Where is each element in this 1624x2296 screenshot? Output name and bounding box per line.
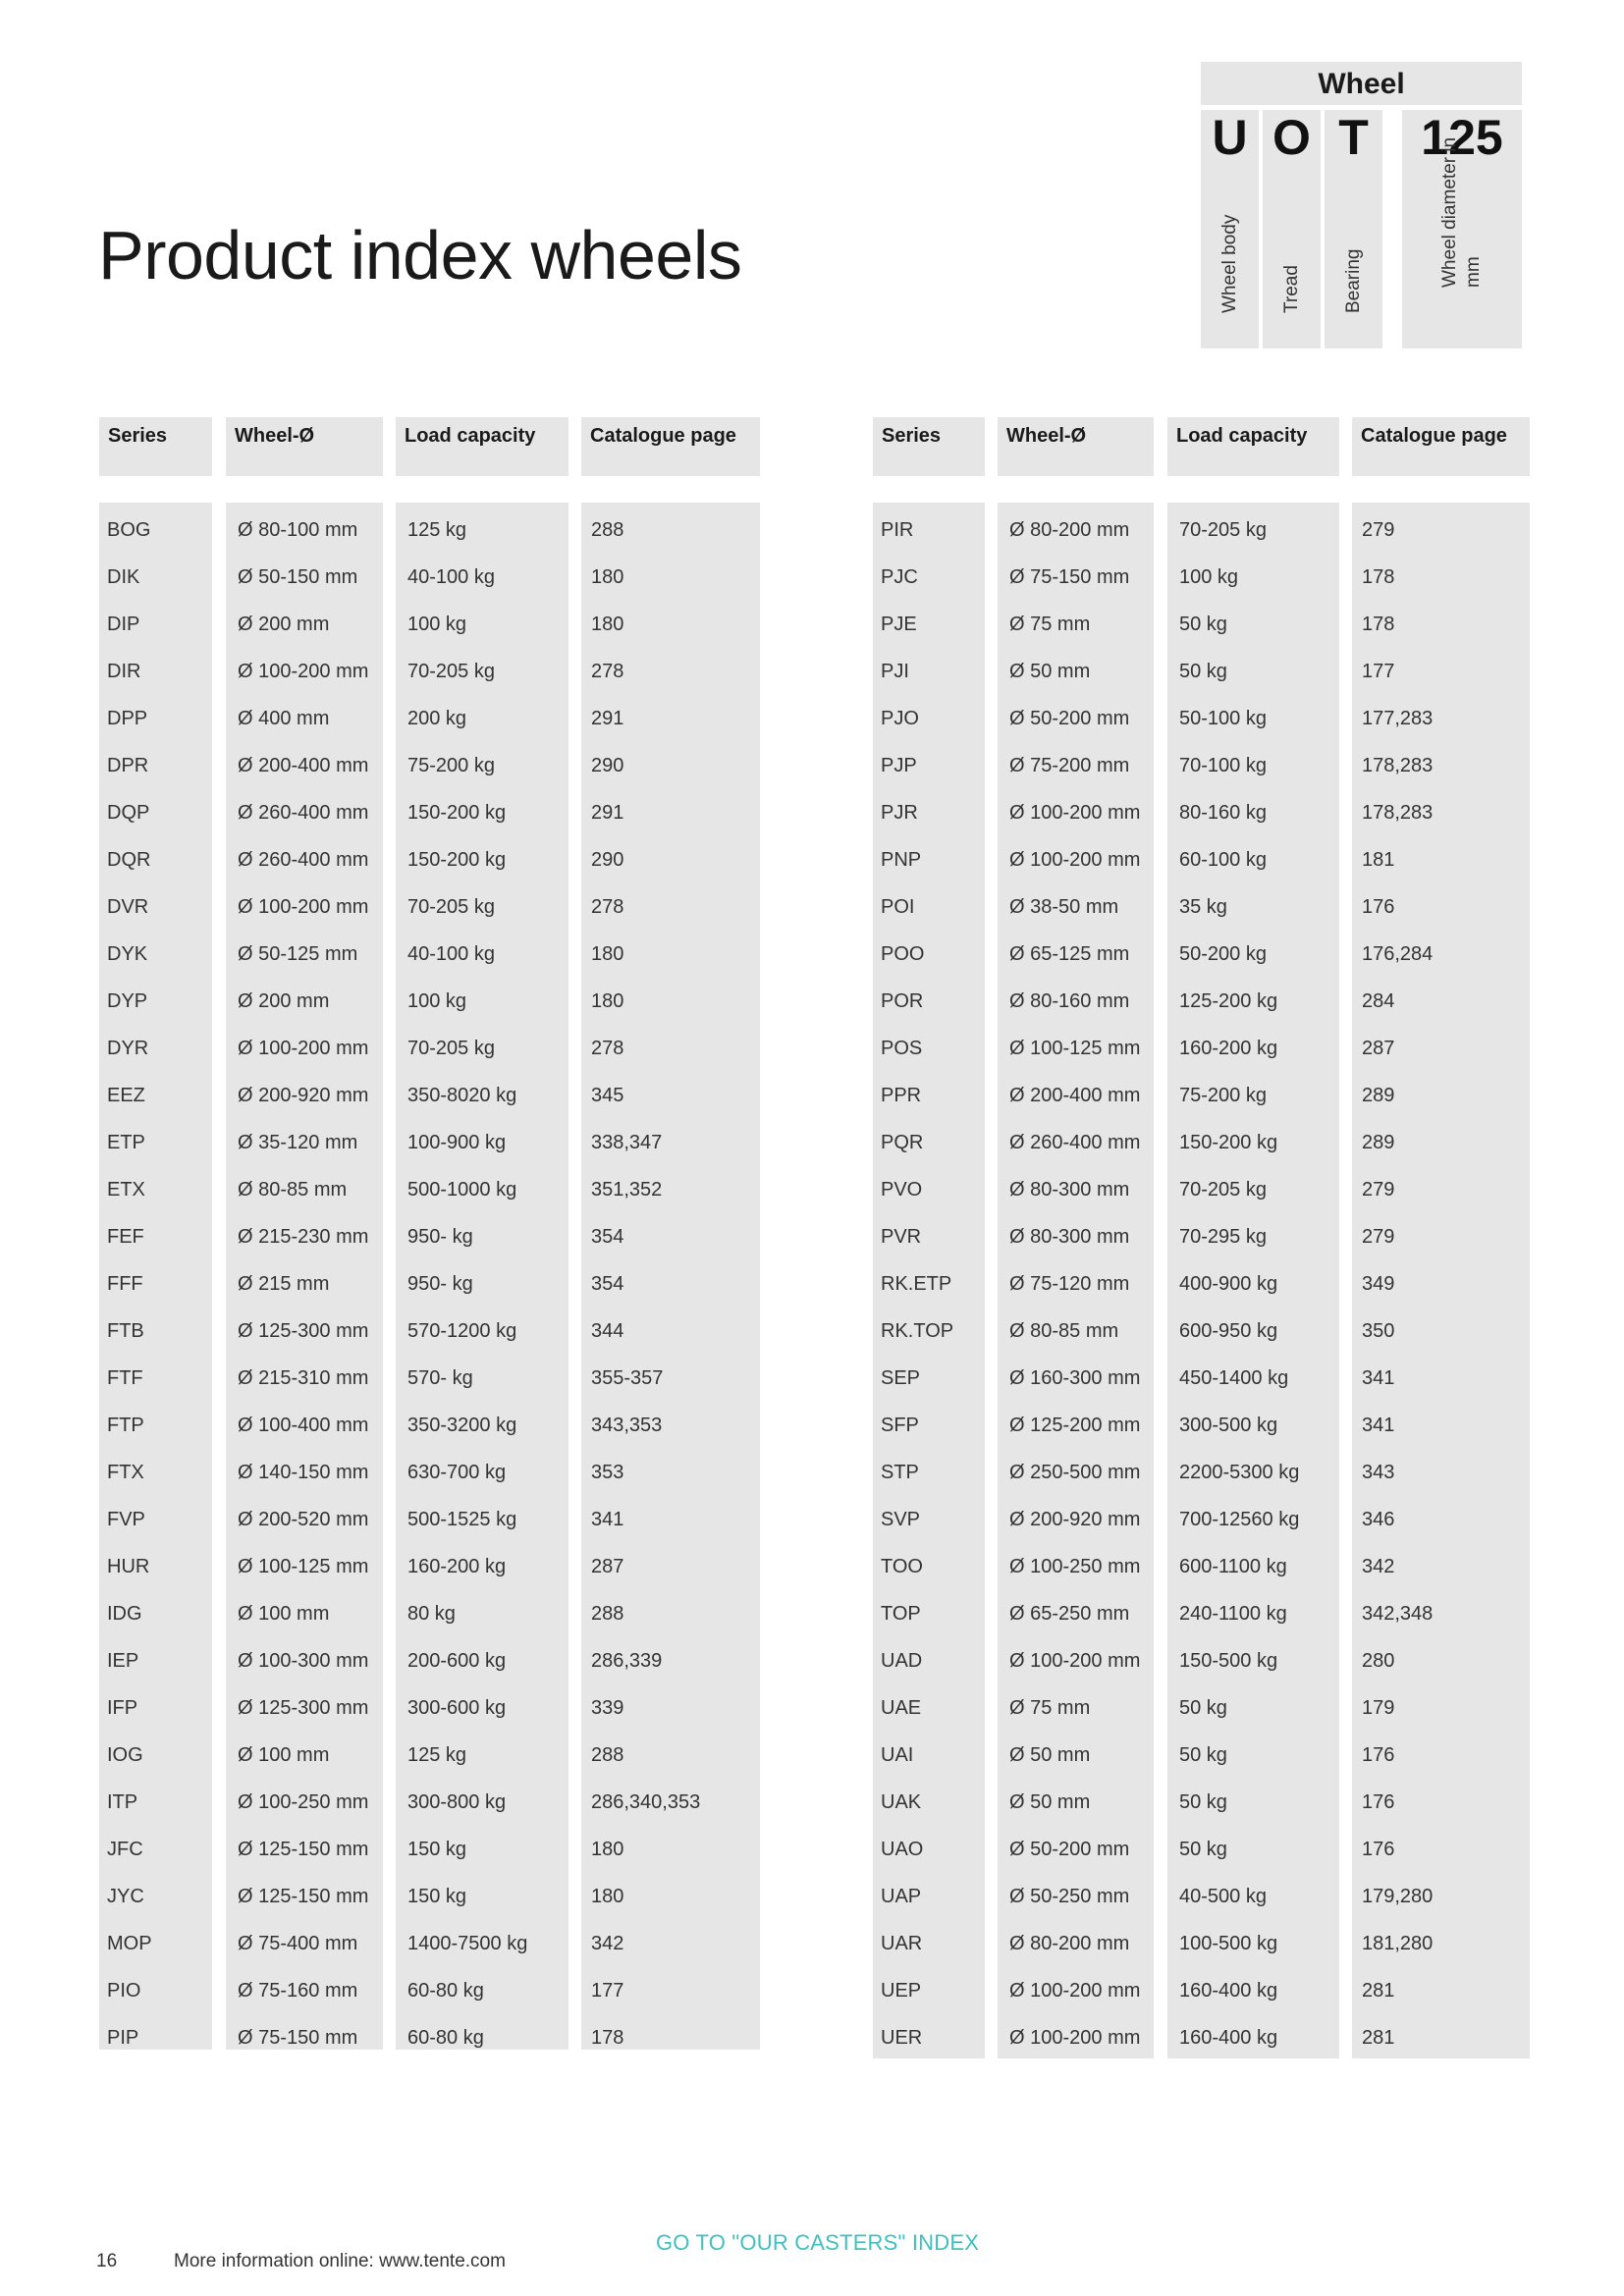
cell-wheel-diameter: Ø 100-200 mm: [238, 1038, 369, 1059]
cell-catalogue-page: 178: [1362, 614, 1395, 635]
cell-series: DIR: [107, 661, 141, 682]
cell-catalogue-page: 176: [1362, 896, 1395, 918]
cell-load-capacity: 600-950 kg: [1179, 1320, 1278, 1342]
cell-series: PQR: [881, 1132, 924, 1153]
cell-series: DIP: [107, 614, 140, 635]
cell-series: UER: [881, 2027, 923, 2049]
cell-catalogue-page: 176,284: [1362, 943, 1434, 965]
cell-catalogue-page: 341: [1362, 1367, 1395, 1389]
cell-catalogue-page: 177,283: [1362, 708, 1434, 729]
cell-series: FTP: [107, 1415, 144, 1436]
code-wheel-body: [1201, 110, 1259, 348]
cell-load-capacity: 70-205 kg: [1179, 1179, 1267, 1201]
cell-load-capacity: 500-1525 kg: [407, 1509, 517, 1530]
cell-wheel-diameter: Ø 80-200 mm: [1009, 519, 1130, 541]
cell-catalogue-page: 350: [1362, 1320, 1395, 1342]
cell-wheel-diameter: Ø 100 mm: [238, 1744, 330, 1766]
cell-load-capacity: 70-295 kg: [1179, 1226, 1267, 1248]
cell-series: FFF: [107, 1273, 143, 1295]
cell-load-capacity: 150-200 kg: [1179, 1132, 1278, 1153]
cell-wheel-diameter: Ø 50-150 mm: [238, 566, 358, 588]
cell-load-capacity: 40-100 kg: [407, 566, 495, 588]
cell-catalogue-page: 281: [1362, 2027, 1395, 2049]
cell-series: POI: [881, 896, 915, 918]
cell-wheel-diameter: Ø 50-200 mm: [1009, 708, 1130, 729]
cell-catalogue-page: 176: [1362, 1791, 1395, 1813]
cell-wheel-diameter: Ø 125-150 mm: [238, 1839, 369, 1860]
cell-load-capacity: 160-200 kg: [1179, 1038, 1278, 1059]
cell-load-capacity: 50 kg: [1179, 661, 1227, 682]
cell-catalogue-page: 177: [1362, 661, 1395, 682]
cell-load-capacity: 100 kg: [1179, 566, 1239, 588]
cell-series: DVR: [107, 896, 149, 918]
cell-load-capacity: 450-1400 kg: [1179, 1367, 1289, 1389]
column-header-catalogue-page: Catalogue page: [581, 417, 760, 476]
cell-load-capacity: 160-400 kg: [1179, 2027, 1278, 2049]
cell-wheel-diameter: Ø 250-500 mm: [1009, 1462, 1141, 1483]
cell-load-capacity: 70-100 kg: [1179, 755, 1267, 776]
column-catalogue-page: [1352, 503, 1530, 2058]
cell-load-capacity: 50 kg: [1179, 1839, 1227, 1860]
cell-load-capacity: 50 kg: [1179, 1744, 1227, 1766]
cell-series: PVO: [881, 1179, 923, 1201]
cell-load-capacity: 125-200 kg: [1179, 990, 1278, 1012]
cell-series: POS: [881, 1038, 923, 1059]
cell-series: PIR: [881, 519, 914, 541]
wheel-legend-title: Wheel: [1201, 62, 1522, 105]
cell-load-capacity: 100-500 kg: [1179, 1933, 1278, 1954]
cell-load-capacity: 150-200 kg: [407, 802, 507, 824]
code-letter: O: [1272, 110, 1311, 165]
cell-wheel-diameter: Ø 35-120 mm: [238, 1132, 358, 1153]
cell-wheel-diameter: Ø 200-400 mm: [1009, 1085, 1141, 1106]
cell-load-capacity: 60-100 kg: [1179, 849, 1267, 871]
cell-wheel-diameter: Ø 100-200 mm: [1009, 1980, 1141, 2002]
cell-wheel-diameter: Ø 50 mm: [1009, 661, 1091, 682]
column-header-wheel-diameter: Wheel-Ø: [998, 417, 1154, 476]
cell-wheel-diameter: Ø 65-250 mm: [1009, 1603, 1130, 1625]
cell-series: PIO: [107, 1980, 141, 2002]
cell-series: FEF: [107, 1226, 144, 1248]
cell-series: FTX: [107, 1462, 144, 1483]
column-header-catalogue-page: Catalogue page: [1352, 417, 1530, 476]
cell-load-capacity: 60-80 kg: [407, 2027, 484, 2049]
cell-catalogue-page: 291: [591, 708, 624, 729]
cell-load-capacity: 500-1000 kg: [407, 1179, 517, 1201]
cell-wheel-diameter: Ø 80-300 mm: [1009, 1226, 1130, 1248]
cell-load-capacity: 950- kg: [407, 1273, 473, 1295]
cell-load-capacity: 50 kg: [1179, 614, 1227, 635]
cell-load-capacity: 570- kg: [407, 1367, 473, 1389]
cell-load-capacity: 350-3200 kg: [407, 1415, 517, 1436]
column-wheel-diameter: [226, 503, 383, 2050]
cell-wheel-diameter: Ø 100-250 mm: [1009, 1556, 1141, 1577]
cell-catalogue-page: 181: [1362, 849, 1395, 871]
cell-wheel-diameter: Ø 215-230 mm: [238, 1226, 369, 1248]
cell-series: POR: [881, 990, 924, 1012]
column-header-wheel-diameter: Wheel-Ø: [226, 417, 383, 476]
cell-catalogue-page: 287: [1362, 1038, 1395, 1059]
cell-load-capacity: 200 kg: [407, 708, 467, 729]
cell-wheel-diameter: Ø 75-150 mm: [238, 2027, 358, 2049]
cell-wheel-diameter: Ø 200-520 mm: [238, 1509, 369, 1530]
column-header-series: Series: [99, 417, 212, 476]
cell-series: DIK: [107, 566, 140, 588]
cell-series: POO: [881, 943, 925, 965]
column-series: [99, 503, 212, 2050]
cell-series: PJO: [881, 708, 919, 729]
cell-load-capacity: 350-8020 kg: [407, 1085, 517, 1106]
column-series: [873, 503, 985, 2058]
cell-load-capacity: 600-1100 kg: [1179, 1556, 1287, 1577]
cell-catalogue-page: 180: [591, 1886, 624, 1907]
cell-series: UAR: [881, 1933, 923, 1954]
cell-wheel-diameter: Ø 75-160 mm: [238, 1980, 358, 2002]
cell-catalogue-page: 286,339: [591, 1650, 663, 1672]
cell-catalogue-page: 278: [591, 661, 624, 682]
cell-load-capacity: 300-500 kg: [1179, 1415, 1278, 1436]
code-letter: U: [1212, 110, 1248, 165]
cell-catalogue-page: 279: [1362, 519, 1395, 541]
cell-load-capacity: 70-205 kg: [407, 661, 495, 682]
cell-load-capacity: 400-900 kg: [1179, 1273, 1278, 1295]
cell-load-capacity: 35 kg: [1179, 896, 1227, 918]
page-title: Product index wheels: [98, 217, 742, 294]
cell-series: UAE: [881, 1697, 922, 1719]
cell-catalogue-page: 342: [591, 1933, 624, 1954]
cell-catalogue-page: 290: [591, 755, 624, 776]
cell-wheel-diameter: Ø 80-160 mm: [1009, 990, 1130, 1012]
cell-wheel-diameter: Ø 80-100 mm: [238, 519, 358, 541]
cell-load-capacity: 50-100 kg: [1179, 708, 1267, 729]
cell-wheel-diameter: Ø 75-120 mm: [1009, 1273, 1130, 1295]
cell-series: JYC: [107, 1886, 144, 1907]
cell-catalogue-page: 179,280: [1362, 1886, 1434, 1907]
cell-catalogue-page: 178,283: [1362, 755, 1434, 776]
cell-wheel-diameter: Ø 125-200 mm: [1009, 1415, 1141, 1436]
cell-catalogue-page: 341: [1362, 1415, 1395, 1436]
code-label: Tread: [1280, 265, 1302, 313]
cell-series: DYP: [107, 990, 148, 1012]
cell-catalogue-page: 351,352: [591, 1179, 663, 1201]
cell-wheel-diameter: Ø 50-250 mm: [1009, 1886, 1130, 1907]
cell-series: SVP: [881, 1509, 921, 1530]
cell-wheel-diameter: Ø 80-300 mm: [1009, 1179, 1130, 1201]
cell-load-capacity: 150 kg: [407, 1839, 467, 1860]
cell-series: EEZ: [107, 1085, 145, 1106]
cell-series: IEP: [107, 1650, 139, 1672]
cell-series: DYK: [107, 943, 148, 965]
cell-catalogue-page: 286,340,353: [591, 1791, 701, 1813]
cell-series: ITP: [107, 1791, 138, 1813]
cell-wheel-diameter: Ø 100-200 mm: [238, 661, 369, 682]
cell-load-capacity: 160-200 kg: [407, 1556, 507, 1577]
cell-load-capacity: 70-205 kg: [407, 896, 495, 918]
cell-wheel-diameter: Ø 260-400 mm: [1009, 1132, 1141, 1153]
cell-load-capacity: 75-200 kg: [407, 755, 495, 776]
cell-series: JFC: [107, 1839, 143, 1860]
cell-wheel-diameter: Ø 75-200 mm: [1009, 755, 1130, 776]
our-casters-index-link[interactable]: GO TO "OUR CASTERS" INDEX: [656, 2230, 980, 2255]
cell-wheel-diameter: Ø 215 mm: [238, 1273, 330, 1295]
cell-wheel-diameter: Ø 80-85 mm: [238, 1179, 348, 1201]
cell-catalogue-page: 346: [1362, 1509, 1395, 1530]
cell-wheel-diameter: Ø 160-300 mm: [1009, 1367, 1141, 1389]
cell-wheel-diameter: Ø 200 mm: [238, 990, 330, 1012]
cell-series: TOP: [881, 1603, 921, 1625]
code-tread: [1263, 110, 1321, 348]
code-diameter: [1402, 110, 1522, 348]
cell-series: TOO: [881, 1556, 923, 1577]
cell-catalogue-page: 178: [1362, 566, 1395, 588]
code-label: Bearing: [1342, 248, 1364, 313]
cell-series: UAI: [881, 1744, 914, 1766]
cell-wheel-diameter: Ø 200-920 mm: [238, 1085, 369, 1106]
cell-catalogue-page: 354: [591, 1273, 624, 1295]
cell-catalogue-page: 355-357: [591, 1367, 664, 1389]
cell-catalogue-page: 289: [1362, 1132, 1395, 1153]
column-load-capacity: [1167, 503, 1339, 2058]
cell-catalogue-page: 342: [1362, 1556, 1395, 1577]
cell-wheel-diameter: Ø 75-150 mm: [1009, 566, 1130, 588]
cell-load-capacity: 100 kg: [407, 990, 467, 1012]
cell-wheel-diameter: Ø 65-125 mm: [1009, 943, 1130, 965]
cell-wheel-diameter: Ø 100-200 mm: [1009, 802, 1141, 824]
cell-load-capacity: 75-200 kg: [1179, 1085, 1267, 1106]
cell-load-capacity: 100 kg: [407, 614, 467, 635]
cell-catalogue-page: 178,283: [1362, 802, 1434, 824]
cell-catalogue-page: 343,353: [591, 1415, 663, 1436]
cell-load-capacity: 2200-5300 kg: [1179, 1462, 1300, 1483]
cell-wheel-diameter: Ø 75 mm: [1009, 614, 1091, 635]
cell-wheel-diameter: Ø 50-200 mm: [1009, 1839, 1130, 1860]
cell-series: PJI: [881, 661, 909, 682]
cell-wheel-diameter: Ø 100 mm: [238, 1603, 330, 1625]
cell-wheel-diameter: Ø 100-400 mm: [238, 1415, 369, 1436]
cell-wheel-diameter: Ø 200 mm: [238, 614, 330, 635]
cell-catalogue-page: 278: [591, 1038, 624, 1059]
cell-series: DYR: [107, 1038, 149, 1059]
cell-series: PPR: [881, 1085, 922, 1106]
cell-catalogue-page: 281: [1362, 1980, 1395, 2002]
cell-wheel-diameter: Ø 215-310 mm: [238, 1367, 369, 1389]
cell-series: MOP: [107, 1933, 152, 1954]
cell-series: PVR: [881, 1226, 922, 1248]
code-label: Wheel body: [1218, 214, 1240, 313]
cell-wheel-diameter: Ø 400 mm: [238, 708, 330, 729]
cell-series: SFP: [881, 1415, 919, 1436]
cell-wheel-diameter: Ø 100-300 mm: [238, 1650, 369, 1672]
cell-wheel-diameter: Ø 50 mm: [1009, 1791, 1091, 1813]
cell-series: DPR: [107, 755, 149, 776]
cell-wheel-diameter: Ø 200-400 mm: [238, 755, 369, 776]
cell-series: RK.TOP: [881, 1320, 954, 1342]
cell-series: UAP: [881, 1886, 922, 1907]
column-header-series: Series: [873, 417, 985, 476]
cell-load-capacity: 950- kg: [407, 1226, 473, 1248]
cell-series: UAD: [881, 1650, 923, 1672]
cell-load-capacity: 240-1100 kg: [1179, 1603, 1287, 1625]
column-header-load-capacity: Load capacity: [1167, 417, 1339, 476]
cell-catalogue-page: 341: [591, 1509, 624, 1530]
cell-series: FTB: [107, 1320, 144, 1342]
column-wheel-diameter: [998, 503, 1154, 2058]
cell-series: PJP: [881, 755, 917, 776]
code-bearing: [1325, 110, 1382, 348]
cell-catalogue-page: 339: [591, 1697, 624, 1719]
cell-catalogue-page: 178: [591, 2027, 624, 2049]
cell-wheel-diameter: Ø 75-400 mm: [238, 1933, 358, 1954]
code-label: Wheel diameter in mm: [1439, 136, 1484, 288]
column-header-load-capacity: Load capacity: [396, 417, 568, 476]
cell-load-capacity: 300-600 kg: [407, 1697, 507, 1719]
cell-load-capacity: 60-80 kg: [407, 1980, 484, 2002]
code-letter: 125: [1421, 110, 1503, 165]
cell-series: PIP: [107, 2027, 139, 2049]
cell-catalogue-page: 181,280: [1362, 1933, 1434, 1954]
cell-series: STP: [881, 1462, 919, 1483]
cell-wheel-diameter: Ø 125-150 mm: [238, 1886, 369, 1907]
cell-load-capacity: 100-900 kg: [407, 1132, 507, 1153]
cell-wheel-diameter: Ø 200-920 mm: [1009, 1509, 1141, 1530]
cell-catalogue-page: 338,347: [591, 1132, 663, 1153]
cell-catalogue-page: 291: [591, 802, 624, 824]
cell-series: DQP: [107, 802, 150, 824]
cell-series: DQR: [107, 849, 151, 871]
cell-wheel-diameter: Ø 100-125 mm: [1009, 1038, 1141, 1059]
cell-wheel-diameter: Ø 100-125 mm: [238, 1556, 369, 1577]
cell-series: RK.ETP: [881, 1273, 952, 1295]
cell-load-capacity: 150 kg: [407, 1886, 467, 1907]
cell-load-capacity: 300-800 kg: [407, 1791, 507, 1813]
cell-load-capacity: 125 kg: [407, 519, 467, 541]
cell-load-capacity: 40-100 kg: [407, 943, 495, 965]
cell-load-capacity: 570-1200 kg: [407, 1320, 517, 1342]
cell-load-capacity: 40-500 kg: [1179, 1886, 1267, 1907]
cell-series: SEP: [881, 1367, 921, 1389]
cell-series: FTF: [107, 1367, 143, 1389]
cell-catalogue-page: 176: [1362, 1744, 1395, 1766]
cell-catalogue-page: 353: [591, 1462, 624, 1483]
cell-load-capacity: 200-600 kg: [407, 1650, 507, 1672]
cell-catalogue-page: 349: [1362, 1273, 1395, 1295]
cell-load-capacity: 160-400 kg: [1179, 1980, 1278, 2002]
cell-series: PJE: [881, 614, 917, 635]
cell-load-capacity: 150-200 kg: [407, 849, 507, 871]
cell-catalogue-page: 180: [591, 943, 624, 965]
cell-series: ETX: [107, 1179, 145, 1201]
cell-catalogue-page: 180: [591, 614, 624, 635]
cell-load-capacity: 125 kg: [407, 1744, 467, 1766]
cell-load-capacity: 700-12560 kg: [1179, 1509, 1300, 1530]
cell-catalogue-page: 345: [591, 1085, 624, 1106]
cell-load-capacity: 80-160 kg: [1179, 802, 1267, 824]
column-load-capacity: [396, 503, 568, 2050]
footer-info: More information online: www.tente.com: [174, 2251, 506, 2271]
cell-catalogue-page: 342,348: [1362, 1603, 1434, 1625]
cell-catalogue-page: 279: [1362, 1226, 1395, 1248]
cell-wheel-diameter: Ø 75 mm: [1009, 1697, 1091, 1719]
cell-wheel-diameter: Ø 260-400 mm: [238, 849, 369, 871]
cell-wheel-diameter: Ø 140-150 mm: [238, 1462, 369, 1483]
cell-catalogue-page: 288: [591, 519, 624, 541]
cell-wheel-diameter: Ø 260-400 mm: [238, 802, 369, 824]
cell-catalogue-page: 176: [1362, 1839, 1395, 1860]
cell-series: IDG: [107, 1603, 142, 1625]
cell-series: PNP: [881, 849, 922, 871]
cell-series: PJC: [881, 566, 918, 588]
cell-load-capacity: 70-205 kg: [407, 1038, 495, 1059]
cell-catalogue-page: 288: [591, 1603, 624, 1625]
cell-catalogue-page: 343: [1362, 1462, 1395, 1483]
cell-series: UAK: [881, 1791, 922, 1813]
cell-catalogue-page: 179: [1362, 1697, 1395, 1719]
cell-wheel-diameter: Ø 100-200 mm: [238, 896, 369, 918]
cell-wheel-diameter: Ø 80-85 mm: [1009, 1320, 1119, 1342]
cell-catalogue-page: 180: [591, 1839, 624, 1860]
cell-load-capacity: 1400-7500 kg: [407, 1933, 528, 1954]
cell-wheel-diameter: Ø 50-125 mm: [238, 943, 358, 965]
cell-wheel-diameter: Ø 125-300 mm: [238, 1320, 369, 1342]
cell-series: UAO: [881, 1839, 924, 1860]
cell-wheel-diameter: Ø 100-250 mm: [238, 1791, 369, 1813]
cell-catalogue-page: 177: [591, 1980, 624, 2002]
cell-catalogue-page: 280: [1362, 1650, 1395, 1672]
cell-wheel-diameter: Ø 38-50 mm: [1009, 896, 1119, 918]
cell-load-capacity: 50 kg: [1179, 1791, 1227, 1813]
cell-load-capacity: 50-200 kg: [1179, 943, 1267, 965]
cell-catalogue-page: 344: [591, 1320, 624, 1342]
cell-series: DPP: [107, 708, 148, 729]
cell-load-capacity: 50 kg: [1179, 1697, 1227, 1719]
cell-wheel-diameter: Ø 100-200 mm: [1009, 2027, 1141, 2049]
cell-series: HUR: [107, 1556, 150, 1577]
column-catalogue-page: [581, 503, 760, 2050]
cell-series: ETP: [107, 1132, 145, 1153]
cell-load-capacity: 70-205 kg: [1179, 519, 1267, 541]
cell-catalogue-page: 180: [591, 566, 624, 588]
cell-load-capacity: 80 kg: [407, 1603, 456, 1625]
cell-wheel-diameter: Ø 100-200 mm: [1009, 849, 1141, 871]
page-number: 16: [96, 2251, 118, 2271]
cell-catalogue-page: 287: [591, 1556, 624, 1577]
cell-series: IOG: [107, 1744, 143, 1766]
cell-catalogue-page: 290: [591, 849, 624, 871]
cell-wheel-diameter: Ø 100-200 mm: [1009, 1650, 1141, 1672]
wheel-code-legend: [1201, 62, 1522, 348]
cell-series: PJR: [881, 802, 918, 824]
cell-series: BOG: [107, 519, 151, 541]
cell-series: UEP: [881, 1980, 922, 2002]
cell-catalogue-page: 284: [1362, 990, 1395, 1012]
cell-wheel-diameter: Ø 50 mm: [1009, 1744, 1091, 1766]
code-letter: T: [1338, 110, 1369, 165]
cell-load-capacity: 150-500 kg: [1179, 1650, 1278, 1672]
cell-catalogue-page: 279: [1362, 1179, 1395, 1201]
cell-wheel-diameter: Ø 80-200 mm: [1009, 1933, 1130, 1954]
cell-catalogue-page: 289: [1362, 1085, 1395, 1106]
cell-catalogue-page: 278: [591, 896, 624, 918]
cell-catalogue-page: 180: [591, 990, 624, 1012]
cell-wheel-diameter: Ø 125-300 mm: [238, 1697, 369, 1719]
cell-catalogue-page: 288: [591, 1744, 624, 1766]
cell-series: FVP: [107, 1509, 145, 1530]
cell-catalogue-page: 354: [591, 1226, 624, 1248]
cell-series: IFP: [107, 1697, 138, 1719]
cell-load-capacity: 630-700 kg: [407, 1462, 507, 1483]
